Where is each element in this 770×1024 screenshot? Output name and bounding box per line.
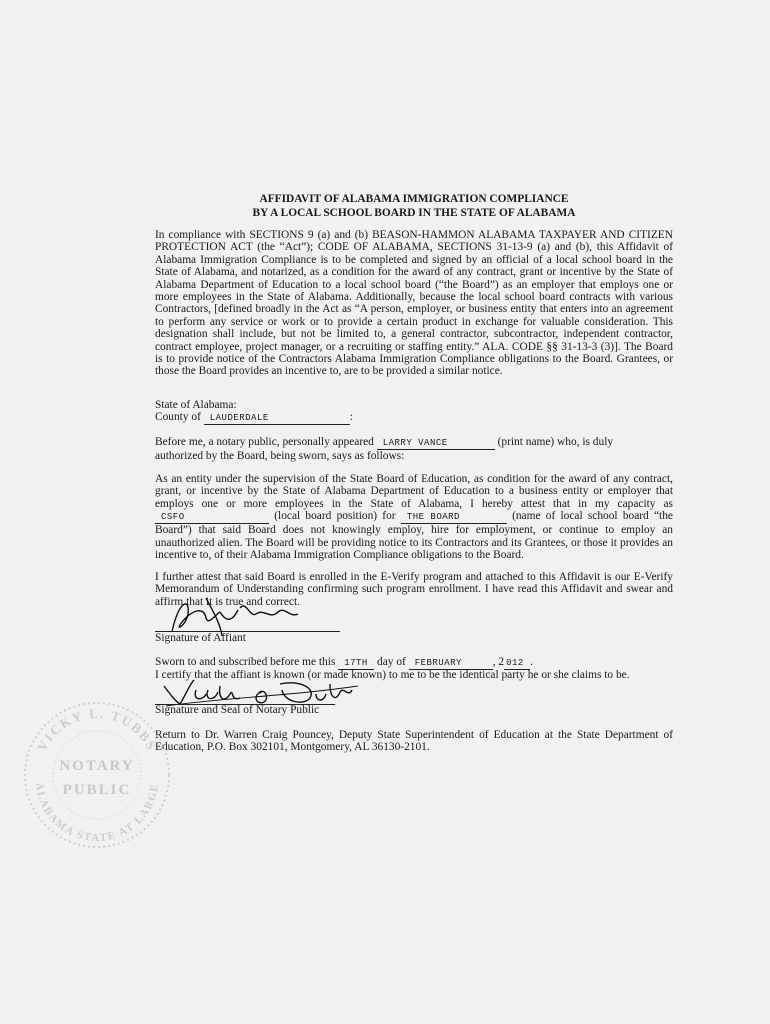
- title-line-1: AFFIDAVIT OF ALABAMA IMMIGRATION COMPLIANCE: [259, 193, 569, 205]
- county-line: [155, 411, 353, 425]
- svg-text:VICKY L. TUBBS: [34, 706, 160, 754]
- sworn-end: .: [530, 656, 533, 668]
- title-line-2: BY A LOCAL SCHOOL BOARD IN THE STATE OF ALABAMA: [252, 207, 576, 219]
- affiant-name-field: LARRY VANCE: [377, 438, 495, 450]
- sworn-text: Sworn to and subscribed before me this: [155, 656, 336, 668]
- certify-line: I certify that the affiant is known (or made known) to me to be the identical party he or she claims to be.: [155, 669, 630, 681]
- intro-paragraph: In compliance with SECTIONS 9 (a) and (b) BEASON-HAMMON ALABAMA TAXPAYER AND CITIZEN PROTECTION ACT (the “Act”); CODE OF ALABAMA, SECTIONS 31-13-9 (a) and (b), this Affidavit of Alabama Immigration Compliance is to be completed and signed by an official of a local school board in the State of Alabama, and notarized, as a condition for the award of any contract, grant or incentive by the State of Alabama Department of Education to a local school board (“the Board”) as an employer that employs one or more employees in the State of Alabama. Additionally, because the local school board contracts with various Contractors, [defined broadly in the Act as “A person, employer, or business entity that enters into an agreement to perform any service or work or to provide a certain product in exchange for valuable consideration. This designation shall include, but not be limited to, a general contractor, subcontractor, independent contractor, contract employee, project manager, or a recruiting or staffing entity.” ALA. CODE §§ 31-13-3 (3)]. The Board is to provide notice of the Contractors Alabama Immigration Compliance obligations to the Board. Grantees, or those the Board provides an incentive to, are to be provided a similar notice.: [155, 229, 673, 378]
- seal-bottom-text: ALABAMA STATE AT LARGE: [32, 782, 162, 845]
- notary-label: Signature and Seal of Notary Public: [155, 704, 320, 716]
- sworn-year-prefix: , 2: [492, 656, 505, 668]
- board-name-field: THE BOARD: [401, 512, 507, 524]
- appeared-after: (print name) who, is duly: [497, 436, 614, 448]
- seal-center-1: NOTARY: [59, 758, 135, 774]
- entity-part-2: (local board position) for: [274, 510, 396, 523]
- appeared-before: Before me, a notary public, personally appeared: [155, 436, 374, 448]
- state-line: State of Alabama:: [155, 399, 237, 411]
- seal-center-2: PUBLIC: [62, 782, 132, 798]
- seal-top-text: VICKY L. TUBBS: [34, 705, 160, 754]
- everify-paragraph: I further attest that said Board is enrolled in the E-Verify program and attached to this Affidavit is our E-Verify Memorandum of Understanding confirming such program enrollment. I have read this Affidavit and swear and affirm that it is true and correct.: [155, 571, 673, 608]
- county-end: :: [349, 411, 353, 423]
- entity-part-3: (name of local school board “the Board”) that said Board does not knowingly employ, hire for employment, or continue to employ an unauthorized alien. The Board will be providing notice to its Contractors and its Grantees, or those it provides an incentive to, of their Alabama Immigration Compliance obligations to the Board.: [155, 510, 673, 562]
- entity-paragraph: [155, 473, 673, 561]
- affiant-label: Signature of Affiant: [155, 632, 246, 644]
- document-title: [155, 192, 673, 220]
- sworn-day-of: day of: [377, 656, 406, 668]
- sworn-line: [155, 656, 533, 670]
- return-note: Return to Dr. Warren Craig Pouncey, Deputy State Superintendent of Education at the State Department of Education, P.O. Box 302101, Montgomery, AL 36130-2101.: [155, 729, 673, 754]
- county-label: County of: [155, 411, 201, 423]
- county-field: LAUDERDALE: [204, 413, 350, 425]
- board-position-field: CSFO: [155, 512, 269, 524]
- sworn-month-field: FEBRUARY: [409, 658, 493, 670]
- appeared-paragraph: [155, 436, 673, 462]
- sworn-day-field: 17TH: [338, 658, 374, 670]
- appeared-line-2: authorized by the Board, being sworn, says as follows:: [155, 450, 405, 462]
- sworn-year-field: 012: [504, 658, 530, 670]
- entity-part-1: As an entity under the supervision of the State Board of Education, as condition for the award of any contract, grant, or incentive by the State of Alabama Department of Education to a business entity or employer that employs one or more employees in the State of Alabama, I hereby attest that in my capacity as: [155, 473, 673, 510]
- notary-seal: [22, 700, 172, 850]
